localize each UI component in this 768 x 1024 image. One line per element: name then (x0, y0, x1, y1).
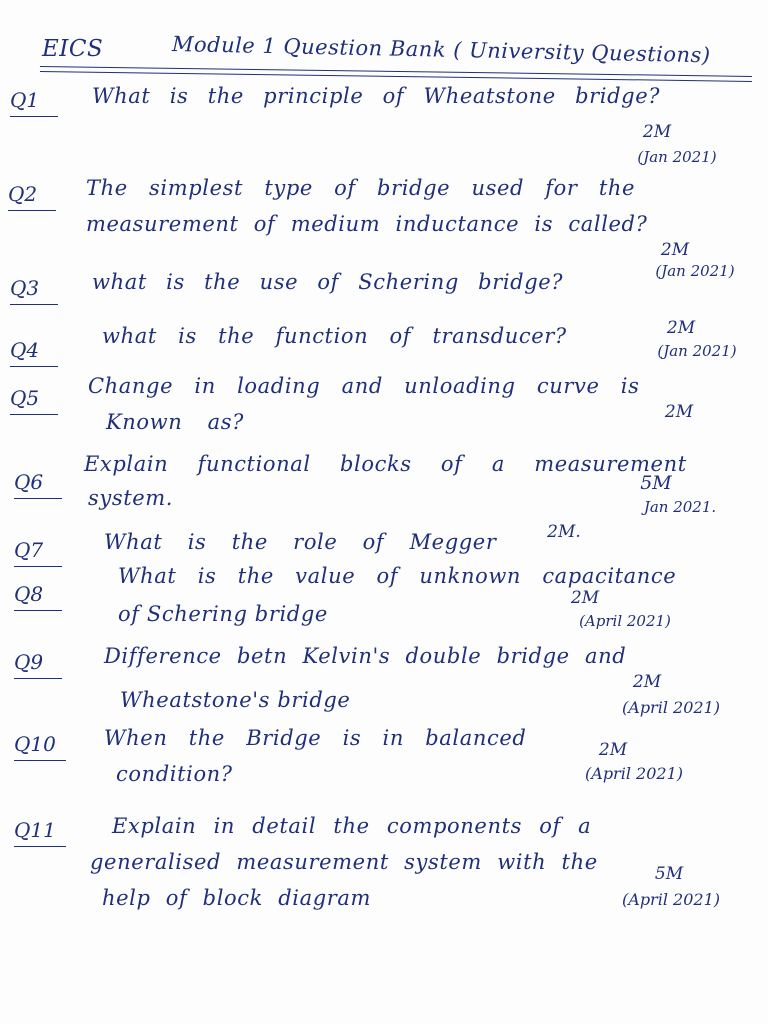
question-text: Explain in detail the components of a (112, 814, 592, 838)
question-text: Difference betn Kelvin's double bridge and (104, 644, 627, 668)
question-source: (April 2021) (579, 612, 671, 630)
question-text: generalised measurement system with the (90, 850, 598, 874)
question-source: (Jan 2021) (657, 342, 737, 360)
question-number-underline (14, 678, 62, 679)
question-text: Wheatstone's bridge (120, 688, 351, 712)
question-text: what is the use of Schering bridge? (92, 270, 564, 294)
question-marks: 2M (664, 402, 694, 422)
question-number: Q2 (8, 182, 38, 206)
question-source: Jan 2021. (643, 498, 717, 516)
question-number: Q7 (14, 538, 44, 562)
subject-code: EICS (42, 36, 104, 62)
question-text: What is the principle of Wheatstone bridge? (92, 84, 661, 108)
question-source: (Jan 2021) (655, 262, 735, 280)
question-marks: 2M (666, 318, 696, 338)
question-text: help of block diagram (102, 886, 372, 910)
question-number-underline (14, 846, 66, 847)
question-number-underline (10, 304, 58, 305)
question-number-underline (14, 498, 62, 499)
question-text: system. (88, 486, 174, 510)
question-text: What is the value of unknown capacitance (118, 564, 677, 588)
question-number: Q10 (14, 732, 56, 756)
question-number: Q9 (14, 650, 44, 674)
question-marks: 2M. (547, 522, 581, 542)
question-number: Q1 (10, 88, 40, 112)
question-number: Q6 (14, 470, 44, 494)
question-number-underline (10, 414, 58, 415)
question-marks: 2M (598, 740, 628, 760)
question-text: measurement of medium inductance is called? (86, 212, 648, 236)
question-marks: 2M (632, 672, 662, 692)
question-number-underline (14, 760, 66, 761)
question-number-underline (14, 566, 62, 567)
page-title: Module 1 Question Bank ( University Questions) (171, 32, 711, 68)
question-number: Q8 (14, 582, 44, 606)
question-number: Q11 (14, 818, 56, 842)
question-source: (Jan 2021) (637, 148, 717, 166)
question-text: When the Bridge is in balanced (104, 726, 527, 750)
question-number-underline (10, 116, 58, 117)
question-number: Q3 (10, 276, 40, 300)
question-text: Explain functional blocks of a measurement (84, 452, 687, 476)
question-text: Known as? (106, 410, 244, 434)
question-number-underline (8, 210, 56, 211)
question-text: The simplest type of bridge used for the (86, 176, 636, 200)
question-text: of Schering bridge (118, 602, 328, 626)
question-text: what is the function of transducer? (102, 324, 567, 348)
question-text: What is the role of Megger (104, 530, 497, 554)
question-source: (April 2021) (585, 764, 683, 783)
question-marks: 2M (660, 240, 690, 260)
question-text: Change in loading and unloading curve is (88, 374, 640, 398)
question-marks: 5M (654, 864, 684, 884)
question-marks: 5M (640, 472, 672, 494)
question-source: (April 2021) (622, 698, 720, 717)
question-number: Q4 (10, 338, 40, 362)
question-marks: 2M (642, 122, 672, 142)
question-number: Q5 (10, 386, 40, 410)
question-marks: 2M (570, 588, 600, 608)
title-underline-2 (40, 71, 752, 82)
question-number-underline (14, 610, 62, 611)
question-number-underline (10, 366, 58, 367)
question-source: (April 2021) (622, 890, 720, 909)
question-text: condition? (116, 762, 233, 786)
